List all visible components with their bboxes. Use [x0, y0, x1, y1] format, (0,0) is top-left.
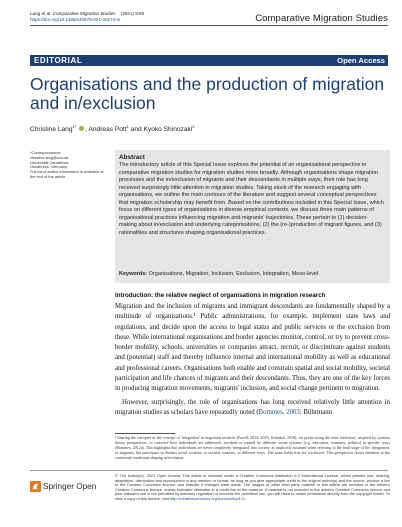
- citation-header: [30, 11, 230, 23]
- citation-journal: Comparative Migration Studies: [52, 11, 116, 16]
- license-body: © The Author(s). 2021 Open Access This article is licensed under a Creative Commons Attribution 4.0 International License, which permits use, sharing, adaptation, distribution and reproduction in any medium or format, as long as you give appropriate credit to the original author(s) and the source, provide a link to the Creative Commons licence, and indicate if changes were made. The images or other third party material in this article are included in the article's Creative Commons licence, unless indicated otherwise in a credit line to the material. If material is not included in the article's Creative Commons licence and your intended use is not permitted by statutory regulation or exceeds the permitted use, you will need to obtain permission directly from the copyright holder. To view a copy of this licence, visit: [115, 473, 390, 501]
- abstract-box: [115, 150, 390, 283]
- author-name[interactable]: Christine Lang: [30, 126, 73, 134]
- doi-link[interactable]: https://doi.org/10.1186/s40878-021-00274-w: [30, 17, 121, 22]
- correspondence-label: *Correspondence:: [30, 150, 62, 155]
- author-name[interactable]: Andreas Pott: [88, 126, 127, 134]
- author-info-note: Full list of author information is available at the end of the article: [30, 169, 104, 179]
- correspondence-affiliation: Universität Osnabrück,: [30, 159, 70, 165]
- citation-prefix: Lang et al.: [30, 11, 52, 16]
- paragraph-text: ; Bührmann: [299, 408, 333, 416]
- correspondence-location: Osnabrück, Germany: [30, 164, 67, 170]
- paragraph-text: However, surprisingly, the role of organisations has long received relatively little attention in migration studies as scholars have repeatedly noted (: [115, 398, 390, 416]
- springer-open-logo: [30, 480, 110, 494]
- correspondence-block: [30, 151, 105, 180]
- keywords-line: [119, 271, 386, 277]
- body-paragraph: [115, 398, 390, 419]
- author-affiliation-mark: 1*: [72, 124, 77, 129]
- author-affiliation-mark: 1: [126, 124, 129, 129]
- springer-horse-icon: [30, 481, 41, 492]
- journal-title: Comparative Migration Studies: [255, 13, 388, 24]
- author-affiliation-mark: 2: [192, 124, 195, 129]
- footnote-divider: [115, 433, 175, 434]
- open-access-label: Open Access: [337, 56, 385, 65]
- abstract-text: The introductory article of this Special Issue explores the potential of an organisational perspective in comparative migration studies for migration studies more broadly. Although organisations shape migration processes and the in/exclusion of migrants and their descendants in multiple ways, their role has long received surprisingly little attention in migration studies. Taking stock of the research engaging with organisations, we outline the main contours of the literature and suggest several conceptual perspectives that migration scholarship may benefit from. Based on the contributions included in this Special Issue, which focus on different types of organisations in diverse empirical contexts, we discuss three main patterns of organisational practices influencing migration and migrants' trajectories. These pertain to (1) decision-making about in/exclusion and underlying categorisations, (2) the (re-)production of migrant figures, and (3) rationalities and structures shaping organisational practices.: [119, 162, 384, 236]
- orcid-icon[interactable]: [79, 126, 84, 131]
- license-end: .: [244, 495, 246, 501]
- abstract-heading: Abstract: [119, 154, 145, 161]
- section-heading: Introduction: the relative neglect of organisations in migration research: [115, 292, 326, 299]
- keywords-label: Keywords:: [119, 271, 148, 277]
- header-divider: [30, 25, 388, 26]
- body-text: [115, 302, 390, 418]
- license-link[interactable]: http://creativecommons.org/licenses/by/4.0/: [169, 495, 245, 501]
- article-type-label: EDITORIAL: [34, 56, 83, 65]
- footnote: ¹ Sharing the critiques of the concept of 'integration' in migration research (Favell, 2014; 2019; Schinkel, 2018), we prefer using the term 'inclusion', inspired by systems theory perspectives, to conceive how individuals are addressed, involved or treated by different social systems (e.g. education, economy, politics) in specific ways (Bommes, 2012a). This highlights that individuals are never completely 'integrated' into society, as implicitly assumed when referring to the final stage of the 'integration' of migrants, but participate in distinct social systems, or societal contexts, in different ways. The same holds true for 'exclusion'. This perspective draws attention to the contextual conditions shaping in/exclusion.: [115, 435, 390, 460]
- author-separator: ,: [85, 126, 89, 134]
- article-type-banner: [30, 55, 388, 66]
- article-title: Organisations and the production of migration and in/exclusion: [30, 74, 385, 113]
- author-separator: and: [128, 126, 144, 134]
- body-paragraph: Migration and the inclusion of migrants and immigrant descendants are fundamentally shaped by a multitude of organisations.¹ Public administrations, for example, implement state laws and regulations, and decide upon the access to legal status and public services or the exclusion from these. While international organisations and border agencies monitor, control, or try to prevent cross-border mobility, schools, universities or companies attract, recruit, or discriminate against students and (potential) staff and thereby influence internal and international mobility as well as educational and professional careers. Organisations both enable and constrain spatial and social mobility, societal participation and life chances of migrants and their descendants. Thus, they are one of the key forces in producing migration movements, migrants' inclusion, and social change pertinent to migration.: [115, 303, 391, 393]
- publisher-name: Springer Open: [43, 482, 97, 491]
- keywords-list: Organisations, Migration, Inclusion, Exclusion, Integration, Meso-level: [148, 271, 319, 277]
- license-text: [115, 474, 390, 502]
- author-name[interactable]: Kyoko Shinozaki: [143, 126, 193, 134]
- author-list: [30, 124, 194, 133]
- citation-volume: (2021) 9:60: [120, 11, 145, 16]
- footer-divider: [30, 470, 388, 471]
- correspondence-email[interactable]: christine.lang@uos.de: [30, 154, 69, 160]
- citation-link[interactable]: Bommes, 2003: [258, 408, 300, 416]
